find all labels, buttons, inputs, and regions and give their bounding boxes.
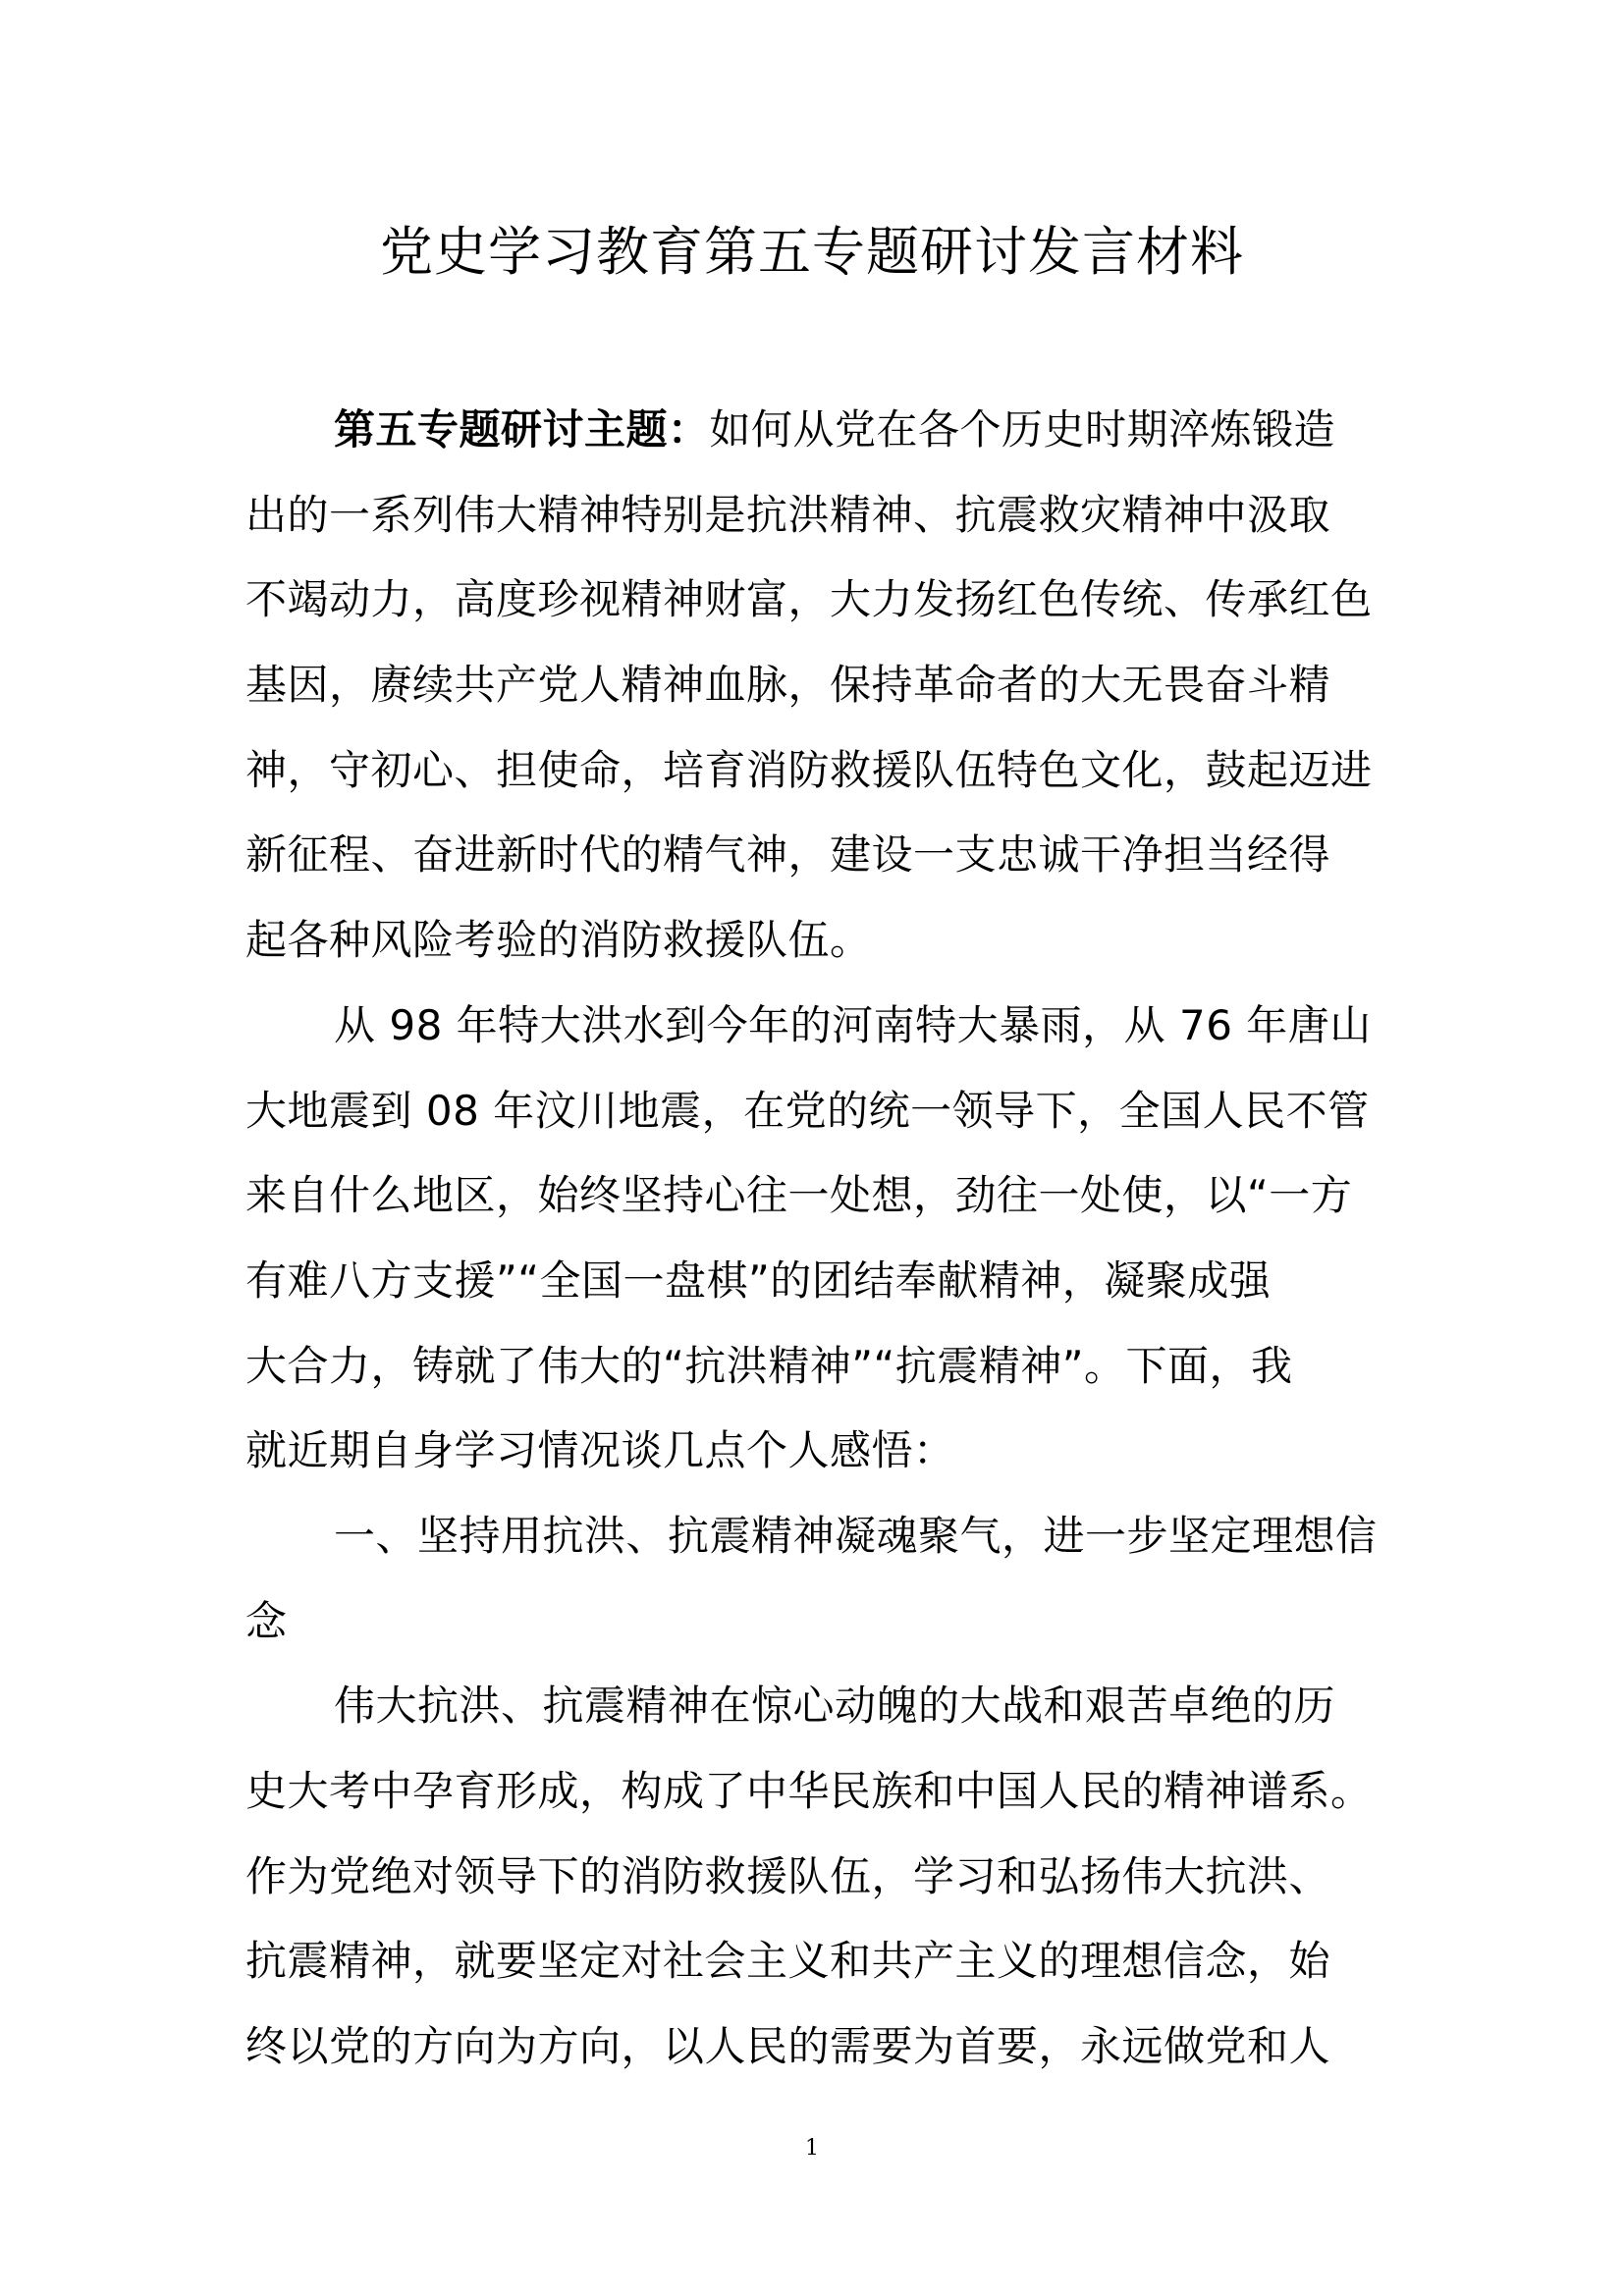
paragraph-line: 作为党绝对领导下的消防救援队伍，学习和弘扬伟大抗洪、 xyxy=(245,1852,1331,1900)
paragraph-line xyxy=(334,402,1389,457)
paragraph-line: 抗震精神，就要坚定对社会主义和共产主义的理想信念，始 xyxy=(245,1937,1331,1985)
paragraph-line: 从 98 年特大洪水到今年的河南特大暴雨，从 76 年唐山 xyxy=(334,1001,1372,1049)
topic-label: 第五专题研讨主题： xyxy=(334,405,710,454)
paragraph-line: 终以党的方向为方向，以人民的需要为首要，永远做党和人 xyxy=(245,2022,1331,2070)
paragraph-line: 大地震到 08 年汶川地震，在党的统一领导下，全国人民不管 xyxy=(245,1087,1370,1135)
section-heading-line: 念 xyxy=(245,1597,288,1645)
section-heading-line: 一、坚持用抗洪、抗震精神凝魂聚气，进一步坚定理想信 xyxy=(334,1512,1378,1560)
paragraph-line: 大合力，铸就了伟大的“抗洪精神”“抗震精神”。下面，我 xyxy=(245,1342,1293,1390)
paragraph-line: 伟大抗洪、抗震精神在惊心动魄的大战和艰苦卓绝的历 xyxy=(334,1682,1336,1730)
paragraph-line: 神，守初心、担使命，培育消防救援队伍特色文化，鼓起迈进 xyxy=(245,746,1373,794)
paragraph-line: 起各种风险考验的消防救援队伍。 xyxy=(245,916,872,964)
paragraph-line: 史大考中孕育形成，构成了中华民族和中国人民的精神谱系。 xyxy=(245,1767,1373,1815)
paragraph-line: 就近期自身学习情况谈几点个人感悟： xyxy=(245,1426,955,1474)
paragraph-line: 出的一系列伟大精神特别是抗洪精神、抗震救灾精神中汲取 xyxy=(245,491,1331,539)
paragraph-line: 新征程、奋进新时代的精气神，建设一支忠诚干净担当经得 xyxy=(245,830,1331,879)
page-number: 1 xyxy=(805,2136,819,2161)
line-text: 如何从党在各个历史时期淬炼锻造 xyxy=(709,405,1336,454)
paragraph-line: 不竭动力，高度珍视精神财富，大力发扬红色传统、传承红色 xyxy=(245,575,1373,623)
paragraph-line: 有难八方支援”“全国一盘棋”的团结奉献精神，凝聚成强 xyxy=(245,1256,1272,1305)
paragraph-line: 基因，赓续共产党人精神血脉，保持革命者的大无畏奋斗精 xyxy=(245,661,1331,709)
paragraph-line: 来自什么地区，始终坚持心往一处想，劲往一处使，以“一方 xyxy=(245,1171,1353,1219)
document-title: 党史学习教育第五专题研讨发言材料 xyxy=(380,221,1244,283)
